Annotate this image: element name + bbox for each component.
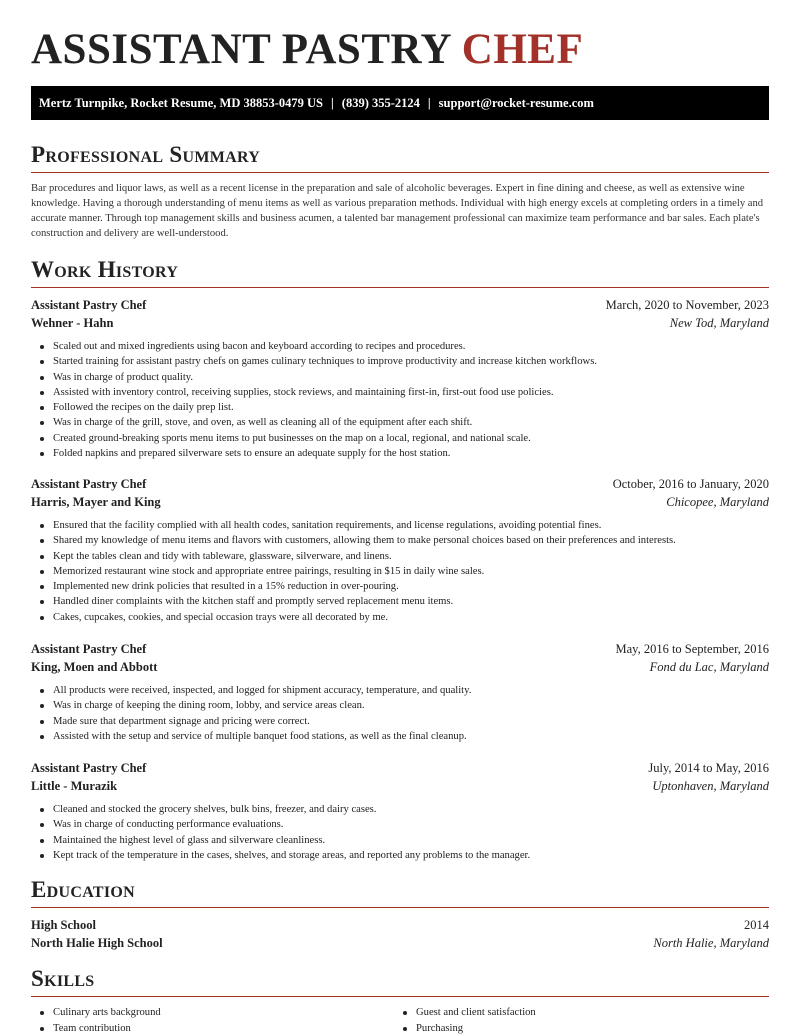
job-duty: Scaled out and mixed ingredients using bacon and keyboard according to recipes and procedures. <box>53 339 769 354</box>
job-duty: Was in charge of keeping the dining room, lobby, and service areas clean. <box>53 698 769 713</box>
skill-item: Purchasing <box>416 1021 756 1036</box>
job-duty: Memorized restaurant wine stock and appropriate entree pairings, resulting in $15 in daily wine sales. <box>53 564 769 579</box>
summary-heading: Professional Summary <box>31 141 260 169</box>
name-accent: CHEF <box>462 26 583 73</box>
skills-heading: Skills <box>31 965 95 993</box>
job-duties-list <box>53 683 769 744</box>
education-degree: High School <box>31 917 96 933</box>
education-location: North Halie, Maryland <box>653 935 769 951</box>
education-heading: Education <box>31 876 135 904</box>
summary-text: Bar procedures and liquor laws, as well as a recent license in the preparation and sale of alcoholic beverages. Expert in fine dining and cheese, as well as extensive wine knowledge. Having a thorough understanding of menu items as well as various preparation methods. Individual with high energy excels at completing orders in a timely and accurate manner. Through top management skills and business acumen, a talented bar management professional can maximize team performance and bar sales. Each plate's construction and delivery are well-understood. <box>31 181 769 241</box>
skill-item: Guest and client satisfaction <box>416 1005 756 1021</box>
job-duty: Shared my knowledge of menu items and flavors with customers, allowing them to make personal choices based on their preferences and interests. <box>53 533 769 548</box>
job-duty: Was in charge of product quality. <box>53 370 769 385</box>
job-duty: Implemented new drink policies that resulted in a 15% reduction in over-pouring. <box>53 579 769 594</box>
job-duty: Followed the recipes on the daily prep list. <box>53 400 769 415</box>
job-location: Chicopee, Maryland <box>666 494 769 510</box>
skill-item: Culinary arts background <box>53 1005 393 1021</box>
job-duties-list <box>53 518 769 625</box>
job-employer: Harris, Mayer and King <box>31 494 161 510</box>
job-duty: Handled diner complaints with the kitchen staff and promptly served replacement menu items. <box>53 594 769 609</box>
job-duty: Cakes, cupcakes, cookies, and special occasion trays were all decorated by me. <box>53 610 769 625</box>
job-duties-list <box>53 802 769 863</box>
job-duty: Was in charge of the grill, stove, and oven, as well as cleaning all of the equipment after each shift. <box>53 415 769 430</box>
job-duty: Kept track of the temperature in the cases, shelves, and storage areas, and reported any problems to the manager. <box>53 848 769 863</box>
skills-list-left <box>53 1005 393 1036</box>
job-employer: King, Moen and Abbott <box>31 659 157 675</box>
job-location: Uptonhaven, Maryland <box>652 778 769 794</box>
job-title: Assistant Pastry Chef <box>31 476 146 492</box>
section-divider <box>31 287 769 288</box>
contact-bar <box>31 86 769 120</box>
job-duty: Created ground-breaking sports menu items to put businesses on the map on a local, regional, and national scale. <box>53 431 769 446</box>
job-title: Assistant Pastry Chef <box>31 297 146 313</box>
section-divider <box>31 996 769 997</box>
job-employer: Little - Murazik <box>31 778 117 794</box>
job-duty: Kept the tables clean and tidy with tableware, glassware, silverware, and linens. <box>53 549 769 564</box>
job-location: Fond du Lac, Maryland <box>650 659 769 675</box>
job-dates: July, 2014 to May, 2016 <box>648 760 769 776</box>
job-dates: October, 2016 to January, 2020 <box>613 476 769 492</box>
section-divider <box>31 172 769 173</box>
skill-item: Team contribution <box>53 1021 393 1036</box>
job-duty: Assisted with the setup and service of multiple banquet food stations, as well as the final cleanup. <box>53 729 769 744</box>
job-dates: May, 2016 to September, 2016 <box>615 641 769 657</box>
contact-separator: | <box>323 96 342 110</box>
contact-phone: (839) 355-2124 <box>342 96 420 110</box>
job-duty: Was in charge of conducting performance evaluations. <box>53 817 769 832</box>
name-main: ASSISTANT PASTRY <box>31 26 451 73</box>
job-title: Assistant Pastry Chef <box>31 760 146 776</box>
job-duty: Cleaned and stocked the grocery shelves, bulk bins, freezer, and dairy cases. <box>53 802 769 817</box>
job-duty: Folded napkins and prepared silverware sets to ensure an adequate supply for the host station. <box>53 446 769 461</box>
job-duty: Made sure that department signage and pricing were correct. <box>53 714 769 729</box>
resume-name <box>31 24 583 76</box>
job-duty: Ensured that the facility complied with all health codes, sanitation requirements, and license regulations, avoiding potential fines. <box>53 518 769 533</box>
skills-list-right <box>416 1005 756 1036</box>
job-employer: Wehner - Hahn <box>31 315 113 331</box>
job-dates: March, 2020 to November, 2023 <box>606 297 769 313</box>
section-divider <box>31 907 769 908</box>
job-duty: Assisted with inventory control, receiving supplies, stock reviews, and maintaining first-in, first-out food use policies. <box>53 385 769 400</box>
contact-address: Mertz Turnpike, Rocket Resume, MD 38853-0479 US <box>39 96 323 110</box>
job-location: New Tod, Maryland <box>670 315 769 331</box>
job-duties-list <box>53 339 769 461</box>
contact-separator: | <box>420 96 439 110</box>
work-history-heading: Work History <box>31 256 178 284</box>
education-year: 2014 <box>744 917 769 933</box>
job-title: Assistant Pastry Chef <box>31 641 146 657</box>
job-duty: All products were received, inspected, and logged for shipment accuracy, temperature, and quality. <box>53 683 769 698</box>
job-duty: Started training for assistant pastry chefs on games culinary techniques to improve productivity and increase kitchen workflows. <box>53 354 769 369</box>
education-school: North Halie High School <box>31 935 163 951</box>
job-duty: Maintained the highest level of glass and silverware cleanliness. <box>53 833 769 848</box>
contact-email: support@rocket-resume.com <box>439 96 594 110</box>
